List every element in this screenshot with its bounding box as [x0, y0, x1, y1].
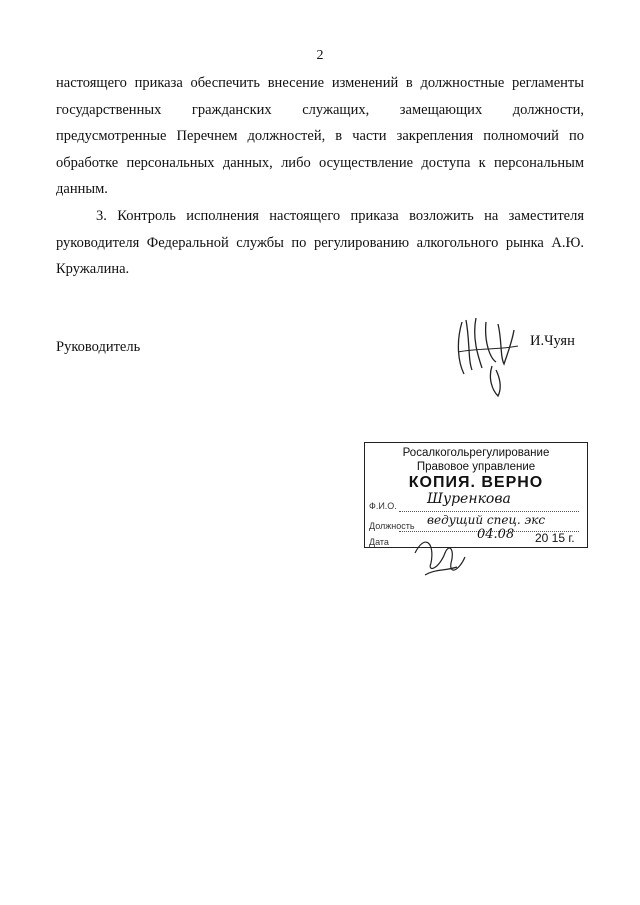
stamp-department: Правовое управление	[416, 461, 536, 473]
stamp-signature	[405, 513, 475, 583]
stamp-title: КОПИЯ. ВЕРНО	[408, 474, 544, 491]
stamp-fio-label: Ф.И.О.	[369, 501, 397, 511]
stamp-position-label: Должность	[369, 521, 415, 531]
page-number: 2	[316, 48, 324, 63]
stamp-position-value: ведущий спец. экс	[427, 513, 546, 527]
stamp-date-label: Дата	[369, 537, 389, 547]
stamp-fio-line	[399, 511, 579, 512]
stamp-agency: Росалкогольрегулирование	[402, 447, 550, 459]
paragraph-continuation: настоящего приказа обеспечить внесение изменений в должностные регламенты государственных гражданских служащих, замещающих должности, предусмотренные Перечнем должностей, в части закрепления полномочий по обработке персональных данных, либо осуществление доступа к персональным данным.	[56, 75, 584, 197]
certification-stamp	[364, 442, 588, 548]
stamp-date-value: 04.08	[477, 527, 515, 542]
handwritten-signature	[448, 312, 528, 402]
stamp-year: 20 15 г.	[535, 531, 575, 545]
paragraph-item-3: 3. Контроль исполнения настоящего приказа возложить на заместителя руководителя Федеральной службы по регулированию алкогольного рынка А.Ю. Кружалина.	[56, 208, 584, 277]
stamp-fio-value: Шуренкова	[427, 491, 511, 507]
signatory-title: Руководитель	[56, 339, 141, 355]
signatory-name: И.Чуян	[530, 333, 575, 349]
